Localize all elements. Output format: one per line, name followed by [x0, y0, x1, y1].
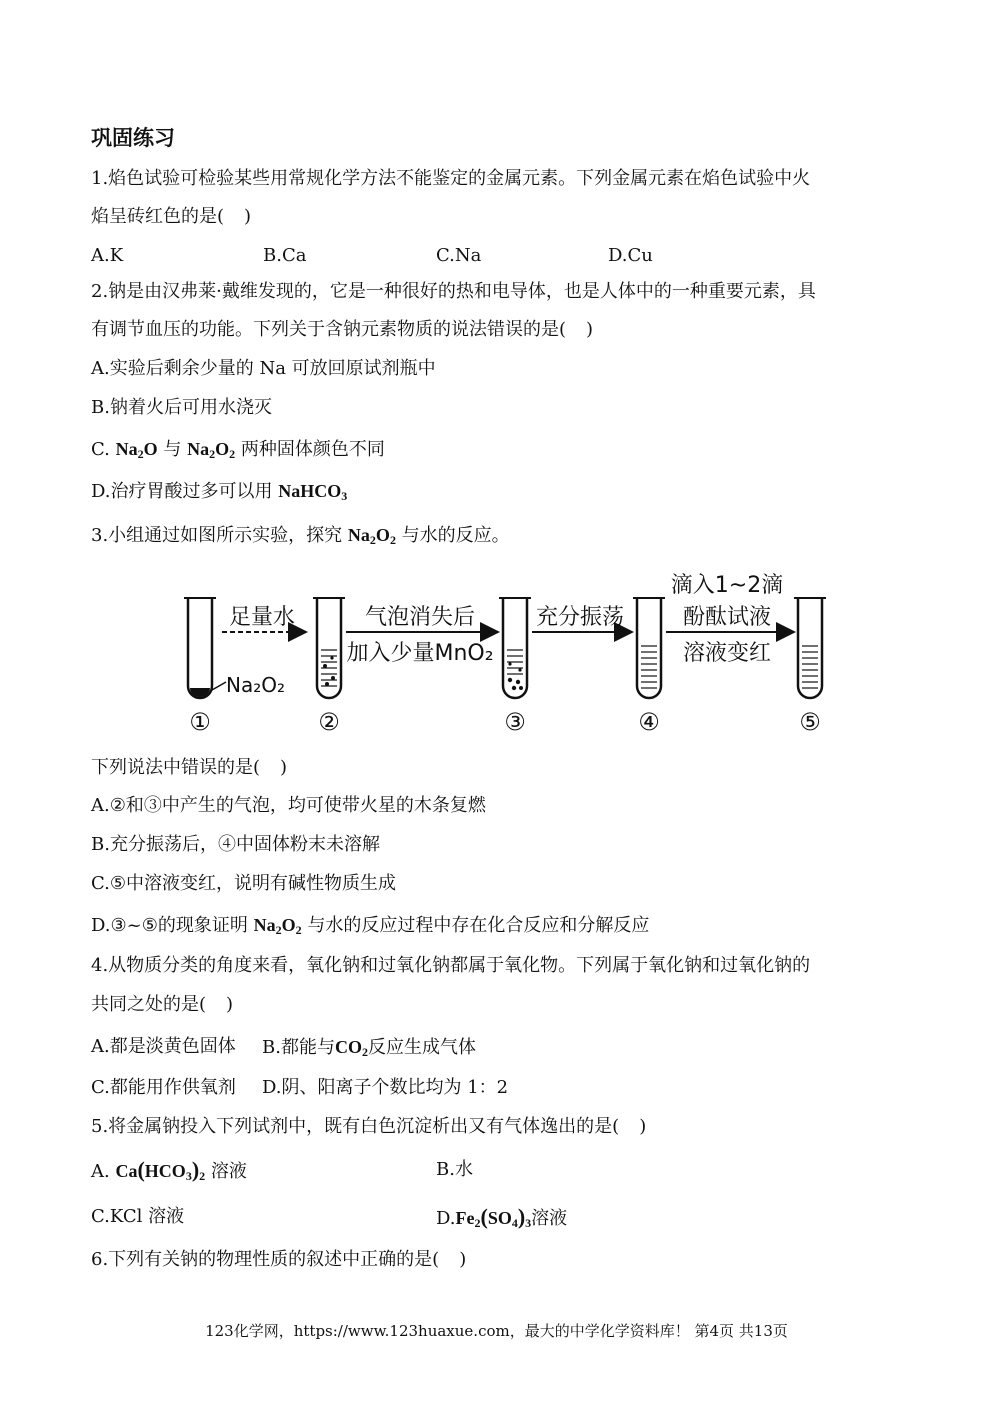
- reagent-label: Na₂O₂: [226, 673, 285, 697]
- q4-option-d: D.阴、阳离子个数比均为 1：2: [262, 1077, 509, 1098]
- test-tube-5: [794, 598, 826, 698]
- formula-co2: $CO_2$: [334, 1037, 368, 1059]
- tube-label-4: ④: [638, 708, 660, 736]
- q2-stem-line2: 有调节血压的功能。下列关于含钠元素物质的说法错误的是( ): [91, 319, 594, 340]
- q4-option-c: C.都能用作供氧剂: [91, 1077, 236, 1098]
- q2-option-b: B.钠着火后可用水浇灭: [91, 397, 272, 418]
- q1-stem-line2: 焰呈砖红色的是( ): [91, 206, 252, 227]
- q4-stem-line2: 共同之处的是( ): [91, 994, 234, 1015]
- formula-na2o2: $Na_2O_2$: [347, 525, 396, 547]
- test-tube-2: [313, 598, 345, 698]
- q3-option-c: C.⑤中溶液变红，说明有碱性物质生成: [91, 873, 396, 894]
- test-tube-3: [499, 598, 531, 698]
- q5-option-c: C.KCl 溶液: [91, 1206, 185, 1227]
- tube-label-5: ⑤: [799, 708, 821, 736]
- q3-stem: 3.小组通过如图所示实验，探究 $Na_2O_2$ 与水的反应。: [91, 525, 510, 547]
- experiment-diagram: [170, 568, 830, 740]
- section-title: 巩固练习: [91, 125, 175, 150]
- test-tube-4: [633, 598, 665, 698]
- q1-option-a: A.K: [91, 245, 124, 266]
- formula-ca-hco3-2: $Ca(HCO_3)_2$: [115, 1157, 206, 1183]
- q6-stem: 6.下列有关钠的物理性质的叙述中正确的是( ): [91, 1249, 467, 1270]
- q2-option-a: A.实验后剩余少量的 Na 可放回原试剂瓶中: [91, 358, 436, 379]
- q3-question: 下列说法中错误的是( ): [91, 757, 288, 778]
- formula-fe2-so4-3: $Fe_2(SO_4)_3$: [455, 1204, 532, 1230]
- formula-na2o2: $Na_2O_2$: [253, 915, 302, 937]
- q3-option-b: B.充分振荡后，④中固体粉末未溶解: [91, 834, 380, 855]
- q4-option-b: B.都能与$CO_2$反应生成气体: [262, 1037, 476, 1059]
- formula-na2o: $Na_2O$: [115, 439, 158, 461]
- tube-label-2: ②: [318, 708, 340, 736]
- q1-stem-line1: 1.焰色试验可检验某些用常规化学方法不能鉴定的金属元素。下列金属元素在焰色试验中火: [91, 168, 811, 189]
- q2-stem-line1: 2.钠是由汉弗莱·戴维发现的，它是一种很好的热和电导体，也是人体中的一种重要元素，具: [91, 281, 816, 302]
- q1-option-b: B.Ca: [263, 245, 307, 266]
- formula-na2o2: $Na_2O_2$: [187, 439, 236, 461]
- q2-option-c: C. $Na_2O$ 与 $Na_2O_2$ 两种固体颜色不同: [91, 439, 385, 461]
- q5-option-a: A. $Ca(HCO_3)_2$ 溶液: [91, 1157, 247, 1183]
- step-2-top-label: 气泡消失后: [364, 605, 476, 630]
- q4-option-a: A.都是淡黄色固体: [91, 1036, 236, 1057]
- step-4-bottom-label: 溶液变红: [682, 641, 772, 666]
- tube-label-3: ③: [504, 708, 526, 736]
- q5-option-b: B.水: [436, 1159, 473, 1180]
- q3-option-d: D.③~⑤的现象证明 $Na_2O_2$ 与水的反应过程中存在化合反应和分解反应: [91, 915, 650, 937]
- step-2-bottom-label: 加入少量MnO₂: [346, 641, 494, 666]
- q1-option-c: C.Na: [436, 245, 482, 266]
- step-4-top-label-1: 滴入1~2滴: [670, 573, 784, 598]
- page-footer: 123化学网，https://www.123huaxue.com，最大的中学化学资料库！ 第4页 共13页: [205, 1322, 788, 1340]
- tube-label-1: ①: [189, 708, 211, 736]
- q4-stem-line1: 4.从物质分类的角度来看，氧化钠和过氧化钠都属于氧化物。下列属于氧化钠和过氧化钠的: [91, 955, 811, 976]
- q5-option-d: $D.Fe_2(SO_4)_3$溶液: [436, 1204, 568, 1230]
- step-4-top-label-2: 酚酞试液: [682, 605, 772, 630]
- step-1-label: 足量水: [228, 605, 296, 630]
- step-3-label: 充分振荡: [535, 605, 625, 630]
- test-tube-1: [184, 598, 226, 698]
- q3-option-a: A.②和③中产生的气泡，均可使带火星的木条复燃: [91, 795, 486, 816]
- formula-nahco3: NaHCO$_3$: [278, 481, 348, 503]
- q1-option-d: D.Cu: [608, 245, 653, 266]
- q5-stem: 5.将金属钠投入下列试剂中，既有白色沉淀析出又有气体逸出的是( ): [91, 1116, 647, 1137]
- q2-option-d: D.治疗胃酸过多可以用 NaHCO$_3$: [91, 481, 348, 503]
